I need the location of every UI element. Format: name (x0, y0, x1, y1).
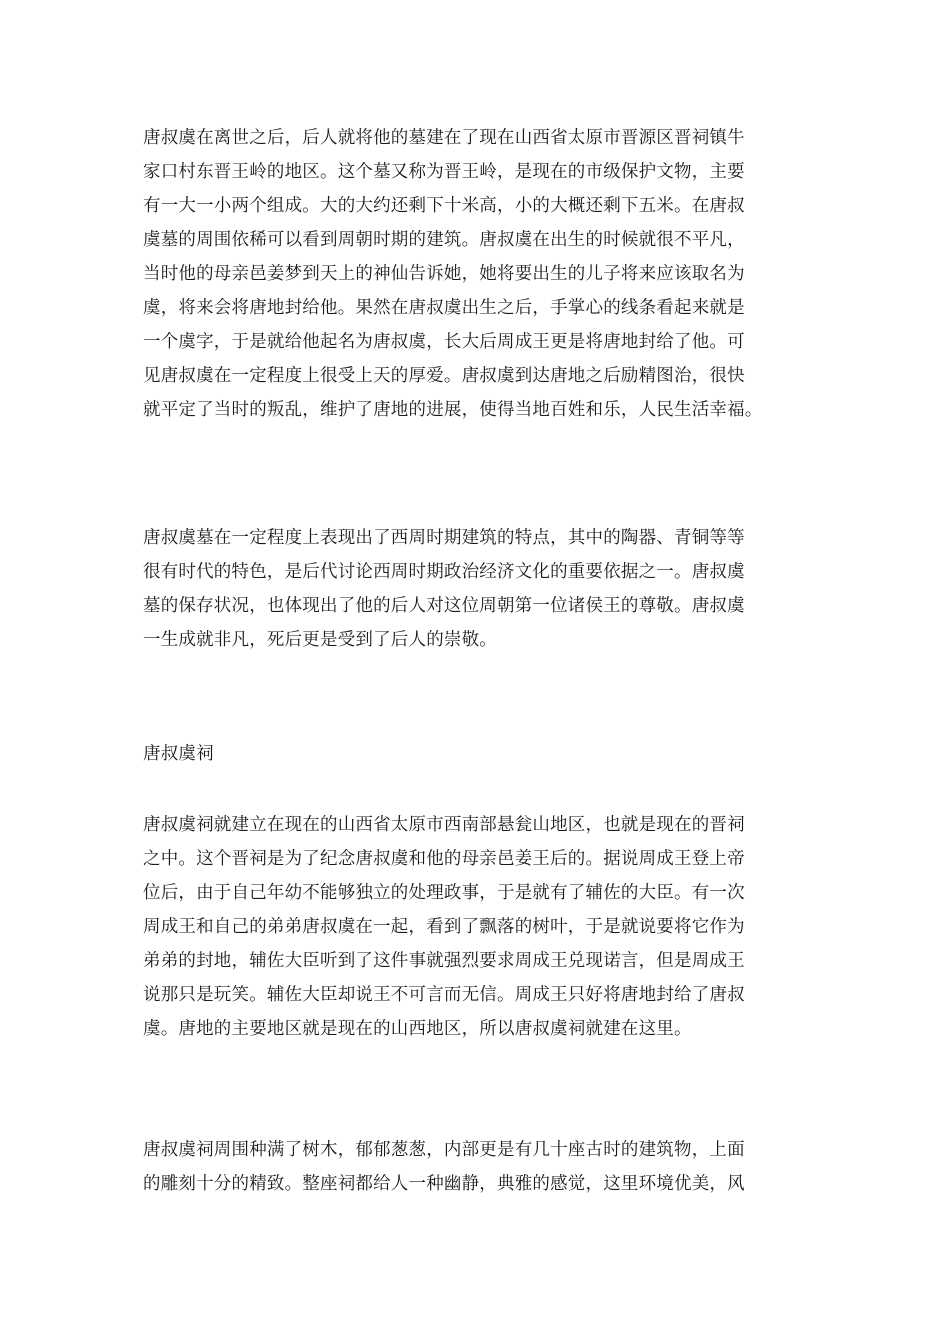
text-line: 唐叔虞祠周围种满了树木，郁郁葱葱，内部更是有几十座古时的建筑物，上面 (143, 1140, 745, 1160)
section-heading (143, 737, 807, 771)
text-line: 弟弟的封地，辅佐大臣听到了这件事就强烈要求周成王兑现诺言，但是周成王 (143, 951, 745, 971)
paragraph-shrine-surroundings (143, 1133, 807, 1201)
paragraph-tomb-features (143, 521, 807, 657)
text-line: 一生成就非凡，死后更是受到了后人的崇敬。 (143, 630, 497, 650)
text-line: 的雕刻十分的精致。整座祠都给人一种幽静，典雅的感觉，这里环境优美，风 (143, 1174, 745, 1194)
text-line: 虞。唐地的主要地区就是现在的山西地区，所以唐叔虞祠就建在这里。 (143, 1019, 692, 1039)
text-line: 唐叔虞祠就建立在现在的山西省太原市西南部悬瓮山地区，也就是现在的晋祠 (143, 815, 745, 835)
text-line: 就平定了当时的叛乱，维护了唐地的进展，使得当地百姓和乐，人民生活幸福。 (143, 400, 763, 420)
text-line: 当时他的母亲邑姜梦到天上的神仙告诉她，她将要出生的儿子将来应该取名为 (143, 264, 745, 284)
text-line: 周成王和自己的弟弟唐叔虞在一起，看到了飘落的树叶，于是就说要将它作为 (143, 917, 745, 937)
text-line: 位后，由于自己年幼不能够独立的处理政事，于是就有了辅佐的大臣。有一次 (143, 883, 745, 903)
paragraph-shrine-origin (143, 808, 807, 1046)
heading-text: 唐叔虞祠 (143, 744, 214, 764)
text-line: 墓的保存状况，也体现出了他的后人对这位周朝第一位诸侯王的尊敬。唐叔虞 (143, 596, 745, 616)
text-line: 一个虞字，于是就给他起名为唐叔虞，长大后周成王更是将唐地封给了他。可 (143, 332, 745, 352)
text-line: 家口村东晋王岭的地区。这个墓又称为晋王岭，是现在的市级保护文物，主要 (143, 162, 745, 182)
text-line: 虞，将来会将唐地封给他。果然在唐叔虞出生之后，手掌心的线条看起来就是 (143, 298, 745, 318)
text-line: 说那只是玩笑。辅佐大臣却说王不可言而无信。周成王只好将唐地封给了唐叔 (143, 985, 745, 1005)
text-line: 虞墓的周围依稀可以看到周朝时期的建筑。唐叔虞在出生的时候就很不平凡， (143, 230, 745, 250)
text-line: 唐叔虞在离世之后，后人就将他的墓建在了现在山西省太原市晋源区晋祠镇牛 (143, 128, 745, 148)
paragraph-tomb-location (143, 121, 807, 427)
text-line: 见唐叔虞在一定程度上很受上天的厚爱。唐叔虞到达唐地之后励精图治，很快 (143, 366, 745, 386)
text-line: 之中。这个晋祠是为了纪念唐叔虞和他的母亲邑姜王后的。据说周成王登上帝 (143, 849, 745, 869)
text-line: 很有时代的特色，是后代讨论西周时期政治经济文化的重要依据之一。唐叔虞 (143, 562, 745, 582)
text-line: 有一大一小两个组成。大的大约还剩下十米高，小的大概还剩下五米。在唐叔 (143, 196, 745, 216)
text-line: 唐叔虞墓在一定程度上表现出了西周时期建筑的特点，其中的陶器、青铜等等 (143, 528, 745, 548)
